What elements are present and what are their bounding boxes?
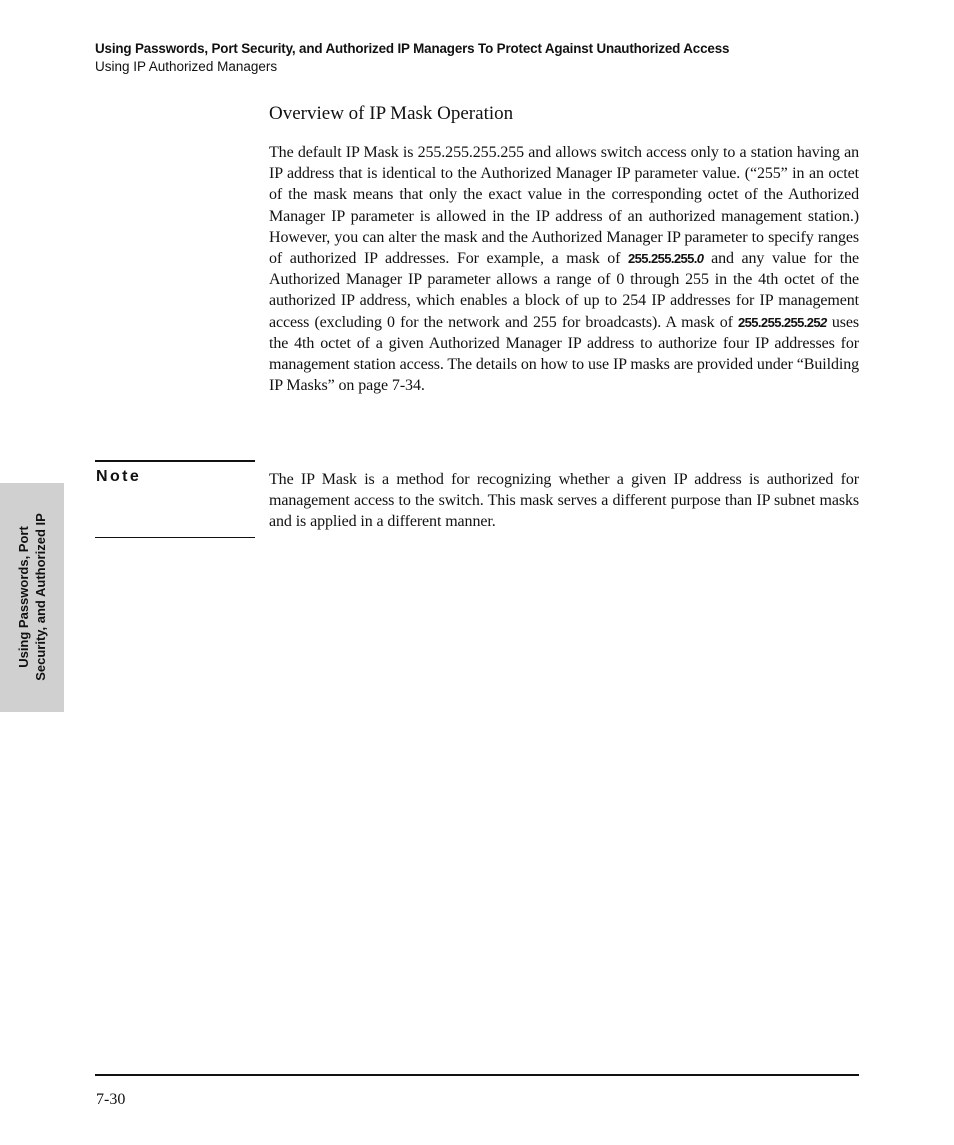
mask-example-1 xyxy=(628,251,703,266)
running-header-title: Using Passwords, Port Security, and Authorized IP Managers To Protect Against Unauthorized Access xyxy=(95,41,730,56)
chapter-side-tab-label xyxy=(15,483,49,712)
footer-rule xyxy=(95,1074,859,1076)
chapter-side-tab-line-1: Using Passwords, Port xyxy=(16,526,31,668)
chapter-side-tab xyxy=(0,483,64,712)
note-text: The IP Mask is a method for recognizing whether a given IP address is authorized for management access to the switch. This mask serves a different purpose than IP subnet masks and is applied in a different manner. xyxy=(269,471,859,531)
chapter-side-tab-line-2: Security, and Authorized IP xyxy=(33,513,48,681)
mask-example-2-prefix: 255.255.255.25 xyxy=(738,314,820,330)
overview-paragraph xyxy=(269,142,859,396)
mask-example-1-prefix: 255.255.255. xyxy=(628,251,697,267)
mask-example-2 xyxy=(738,315,827,330)
paragraph-text-2: and any value for the Authorized Manager IP parameter allows a range of 0 through 255 in the 4th octet of the authorized IP address, which enables a block of up to 254 IP addresses for IP management access (excluding 0 for the network and 255 for broadcasts). A mask of xyxy=(269,250,859,331)
section-title: Overview of IP Mask Operation xyxy=(269,103,514,124)
note-label: Note xyxy=(96,468,142,485)
running-header-subtitle: Using IP Authorized Managers xyxy=(95,59,278,74)
paragraph-text-1: The default IP Mask is 255.255.255.255 and allows switch access only to a station having an IP address that is identical to the Authorized Manager IP parameter value. (“255” in an octet of the mask means that only the exact value in the corresponding octet of the Authorized Manager IP parameter is allowed in the IP address of an authorized management station.) However, you can alter the mask and the Authorized Manager IP parameter to specify ranges of authorized IP addresses. For example, a mask of xyxy=(269,144,859,268)
page-number: 7-30 xyxy=(96,1091,126,1108)
paragraph-text-3: uses the 4th octet of a given Authorized Manager IP address to authorize four IP addresses for management station access. The details on how to use IP masks are provided under “Building IP Masks” on page 7-34. xyxy=(269,313,859,395)
mask-example-2-suffix: 2 xyxy=(820,314,827,330)
note-bottom-rule xyxy=(95,537,255,538)
mask-example-1-suffix: 0 xyxy=(696,251,704,267)
note-top-rule xyxy=(95,460,255,462)
